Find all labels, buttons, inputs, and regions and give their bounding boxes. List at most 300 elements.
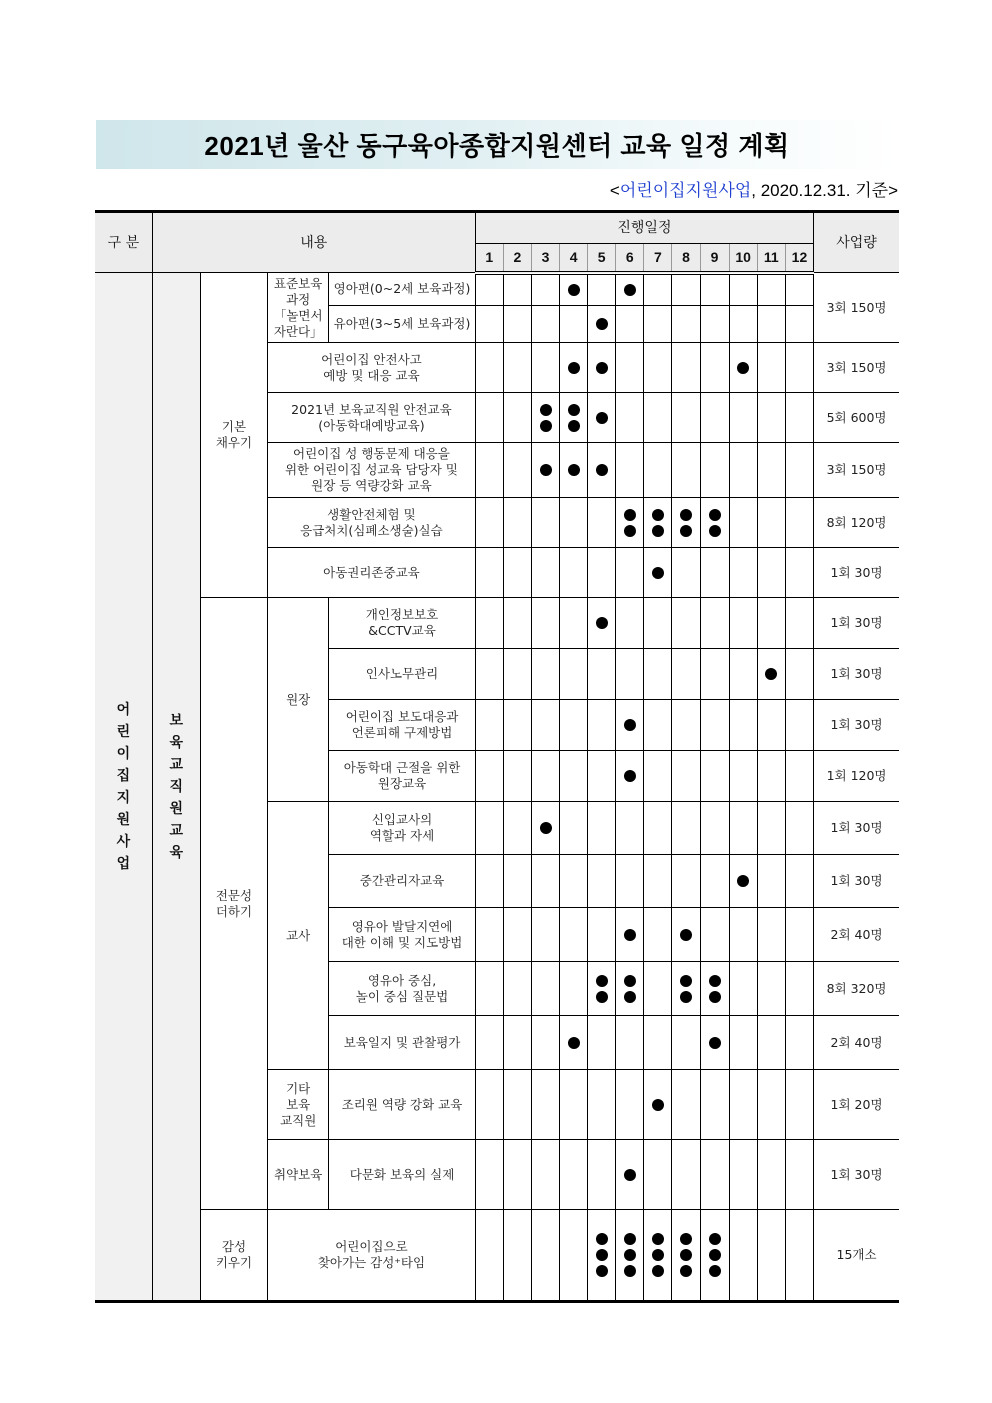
header-month-4: 4 [560, 244, 588, 273]
scheduled-dot-icon [680, 1249, 692, 1261]
month-cell-1 [475, 700, 503, 751]
program-name: 유아편(3~5세 보육과정) [329, 306, 476, 343]
month-cell-7 [644, 443, 672, 498]
month-cell-11 [757, 962, 785, 1016]
month-cell-9 [700, 393, 729, 443]
schedule-marks [701, 1035, 729, 1051]
month-cell-1 [475, 598, 503, 649]
month-cell-1 [475, 393, 503, 443]
header-month-9: 9 [700, 244, 729, 273]
month-cell-12 [785, 498, 813, 548]
month-cell-6 [616, 306, 644, 343]
scheduled-dot-icon [596, 991, 608, 1003]
month-cell-5 [588, 498, 616, 548]
month-cell-3 [531, 393, 559, 443]
program-name: 생활안전체험 및 응급처치(심폐소생술)실습 [268, 498, 476, 548]
month-cell-9 [700, 598, 729, 649]
program-volume: 8회 120명 [814, 498, 899, 548]
month-cell-9 [700, 802, 729, 855]
month-cell-3 [531, 498, 559, 548]
category-emotion: 감성 키우기 [200, 1210, 267, 1302]
header-schedule: 진행일정 [475, 212, 813, 244]
month-cell-5 [588, 649, 616, 700]
month-cell-2 [503, 908, 531, 962]
scheduled-dot-icon [624, 509, 636, 521]
month-cell-8 [672, 306, 700, 343]
header-volume: 사업량 [814, 212, 899, 273]
month-cell-9 [700, 498, 729, 548]
month-cell-4 [560, 306, 588, 343]
month-cell-12 [785, 908, 813, 962]
month-cell-12 [785, 700, 813, 751]
program-name: 조리원 역량 강화 교육 [329, 1070, 476, 1140]
month-cell-5 [588, 548, 616, 598]
program-name: 개인정보보호 &CCTV교육 [329, 598, 476, 649]
subtitle-open: < [609, 181, 620, 200]
month-cell-6 [616, 393, 644, 443]
month-cell-1 [475, 306, 503, 343]
program-volume: 1회 120명 [814, 751, 899, 802]
month-cell-12 [785, 855, 813, 908]
schedule-marks [701, 1231, 729, 1279]
program-volume: 3회 150명 [814, 273, 899, 343]
schedule-marks [588, 615, 615, 631]
month-cell-10 [729, 1210, 757, 1302]
schedule-marks [730, 360, 757, 376]
scheduled-dot-icon [709, 1249, 721, 1261]
title-banner [96, 120, 898, 169]
month-cell-1 [475, 855, 503, 908]
month-cell-8 [672, 855, 700, 908]
month-cell-10 [729, 443, 757, 498]
month-cell-6 [616, 700, 644, 751]
month-cell-6 [616, 855, 644, 908]
program-name: 인사노무관리 [329, 649, 476, 700]
program-volume: 1회 30명 [814, 802, 899, 855]
program-volume: 3회 150명 [814, 343, 899, 393]
month-cell-3 [531, 751, 559, 802]
month-cell-3 [531, 306, 559, 343]
month-cell-2 [503, 855, 531, 908]
schedule-marks [616, 768, 643, 784]
month-cell-10 [729, 1140, 757, 1210]
category-level1: 어 린 이 집 지 원 사 업 [95, 273, 152, 1302]
scheduled-dot-icon [624, 719, 636, 731]
month-cell-11 [757, 700, 785, 751]
program-volume: 8회 320명 [814, 962, 899, 1016]
month-cell-12 [785, 1016, 813, 1070]
month-cell-8 [672, 962, 700, 1016]
scheduled-dot-icon [680, 1233, 692, 1245]
scheduled-dot-icon [568, 420, 580, 432]
month-cell-12 [785, 1070, 813, 1140]
program-volume: 2회 40명 [814, 1016, 899, 1070]
scheduled-dot-icon [624, 975, 636, 987]
scheduled-dot-icon [568, 1037, 580, 1049]
month-cell-3 [531, 855, 559, 908]
month-cell-1 [475, 443, 503, 498]
scheduled-dot-icon [596, 1233, 608, 1245]
program-volume: 1회 30명 [814, 1140, 899, 1210]
month-cell-7 [644, 962, 672, 1016]
schedule-marks [730, 873, 757, 889]
month-cell-3 [531, 443, 559, 498]
month-cell-12 [785, 393, 813, 443]
schedule-marks [532, 402, 559, 434]
month-cell-4 [560, 1210, 588, 1302]
scheduled-dot-icon [709, 509, 721, 521]
scheduled-dot-icon [709, 1037, 721, 1049]
month-cell-4 [560, 273, 588, 306]
month-cell-12 [785, 802, 813, 855]
scheduled-dot-icon [737, 875, 749, 887]
scheduled-dot-icon [624, 1265, 636, 1277]
scheduled-dot-icon [680, 1265, 692, 1277]
schedule-marks [588, 410, 615, 426]
month-cell-11 [757, 1210, 785, 1302]
month-cell-9 [700, 343, 729, 393]
month-cell-1 [475, 751, 503, 802]
category-teacher: 교사 [268, 802, 329, 1070]
scheduled-dot-icon [680, 509, 692, 521]
month-cell-3 [531, 548, 559, 598]
program-volume: 1회 20명 [814, 1070, 899, 1140]
schedule-marks [560, 360, 587, 376]
month-cell-5 [588, 855, 616, 908]
scheduled-dot-icon [624, 1169, 636, 1181]
month-cell-2 [503, 1210, 531, 1302]
month-cell-8 [672, 598, 700, 649]
month-cell-4 [560, 343, 588, 393]
month-cell-6 [616, 649, 644, 700]
month-cell-6 [616, 751, 644, 802]
month-cell-7 [644, 343, 672, 393]
month-cell-12 [785, 962, 813, 1016]
month-cell-11 [757, 343, 785, 393]
scheduled-dot-icon [624, 991, 636, 1003]
scheduled-dot-icon [596, 362, 608, 374]
month-cell-9 [700, 548, 729, 598]
month-cell-1 [475, 908, 503, 962]
month-cell-8 [672, 802, 700, 855]
schedule-marks [758, 666, 785, 682]
subtitle [610, 176, 898, 201]
month-cell-2 [503, 649, 531, 700]
scheduled-dot-icon [540, 464, 552, 476]
month-cell-7 [644, 700, 672, 751]
month-cell-9 [700, 443, 729, 498]
month-cell-2 [503, 751, 531, 802]
month-cell-5 [588, 443, 616, 498]
month-cell-7 [644, 802, 672, 855]
month-cell-8 [672, 343, 700, 393]
scheduled-dot-icon [680, 975, 692, 987]
scheduled-dot-icon [652, 509, 664, 521]
month-cell-6 [616, 962, 644, 1016]
program-volume: 1회 30명 [814, 598, 899, 649]
month-cell-11 [757, 498, 785, 548]
schedule-marks [616, 927, 643, 943]
month-cell-6 [616, 548, 644, 598]
month-cell-11 [757, 443, 785, 498]
month-cell-4 [560, 598, 588, 649]
month-cell-4 [560, 751, 588, 802]
month-cell-3 [531, 598, 559, 649]
month-cell-8 [672, 649, 700, 700]
month-cell-10 [729, 802, 757, 855]
header-category: 구 분 [95, 212, 152, 273]
month-cell-3 [531, 649, 559, 700]
month-cell-5 [588, 598, 616, 649]
scheduled-dot-icon [680, 929, 692, 941]
month-cell-12 [785, 751, 813, 802]
schedule-marks [560, 282, 587, 298]
month-cell-12 [785, 343, 813, 393]
subtitle-program: 어린이집지원사업 [619, 181, 752, 200]
month-cell-1 [475, 802, 503, 855]
month-cell-2 [503, 443, 531, 498]
scheduled-dot-icon [568, 362, 580, 374]
scheduled-dot-icon [596, 1249, 608, 1261]
month-cell-9 [700, 1070, 729, 1140]
header-month-10: 10 [729, 244, 757, 273]
scheduled-dot-icon [624, 1233, 636, 1245]
month-cell-3 [531, 802, 559, 855]
month-cell-7 [644, 598, 672, 649]
month-cell-12 [785, 548, 813, 598]
month-cell-2 [503, 1070, 531, 1140]
month-cell-7 [644, 855, 672, 908]
month-cell-1 [475, 548, 503, 598]
schedule-marks [560, 462, 587, 478]
scheduled-dot-icon [652, 1249, 664, 1261]
month-cell-11 [757, 306, 785, 343]
schedule-marks [672, 927, 699, 943]
scheduled-dot-icon [540, 404, 552, 416]
month-cell-3 [531, 700, 559, 751]
header-month-2: 2 [503, 244, 531, 273]
scheduled-dot-icon [680, 991, 692, 1003]
month-cell-12 [785, 306, 813, 343]
month-cell-11 [757, 751, 785, 802]
month-cell-4 [560, 855, 588, 908]
schedule-marks [532, 820, 559, 836]
month-cell-5 [588, 273, 616, 306]
month-cell-9 [700, 855, 729, 908]
scheduled-dot-icon [709, 525, 721, 537]
month-cell-6 [616, 1140, 644, 1210]
header-month-7: 7 [644, 244, 672, 273]
month-cell-11 [757, 1070, 785, 1140]
month-cell-7 [644, 548, 672, 598]
schedule-marks [588, 462, 615, 478]
schedule-marks [560, 402, 587, 434]
program-name: 다문화 보육의 실제 [329, 1140, 476, 1210]
schedule-marks [616, 1167, 643, 1183]
month-cell-10 [729, 306, 757, 343]
month-cell-5 [588, 343, 616, 393]
month-cell-5 [588, 1140, 616, 1210]
program-volume: 1회 30명 [814, 548, 899, 598]
month-cell-11 [757, 908, 785, 962]
scheduled-dot-icon [652, 1099, 664, 1111]
month-cell-5 [588, 908, 616, 962]
month-cell-10 [729, 855, 757, 908]
month-cell-7 [644, 1070, 672, 1140]
month-cell-7 [644, 649, 672, 700]
month-cell-6 [616, 802, 644, 855]
month-cell-12 [785, 443, 813, 498]
month-cell-4 [560, 498, 588, 548]
month-cell-10 [729, 700, 757, 751]
schedule-marks [616, 282, 643, 298]
schedule-marks [644, 1231, 671, 1279]
month-cell-1 [475, 1210, 503, 1302]
month-cell-6 [616, 273, 644, 306]
month-cell-1 [475, 1140, 503, 1210]
month-cell-10 [729, 273, 757, 306]
month-cell-8 [672, 1140, 700, 1210]
schedule-marks [588, 316, 615, 332]
month-cell-3 [531, 1016, 559, 1070]
month-cell-9 [700, 962, 729, 1016]
month-cell-7 [644, 1210, 672, 1302]
month-cell-9 [700, 649, 729, 700]
month-cell-6 [616, 343, 644, 393]
month-cell-10 [729, 1016, 757, 1070]
header-month-8: 8 [672, 244, 700, 273]
program-volume: 5회 600명 [814, 393, 899, 443]
month-cell-2 [503, 393, 531, 443]
program-volume: 15개소 [814, 1210, 899, 1302]
month-cell-4 [560, 962, 588, 1016]
month-cell-6 [616, 598, 644, 649]
scheduled-dot-icon [652, 525, 664, 537]
table-row [95, 273, 899, 306]
program-volume: 2회 40명 [814, 908, 899, 962]
month-cell-10 [729, 393, 757, 443]
program-name: 어린이집 보도대응과 언론피해 구제방법 [329, 700, 476, 751]
month-cell-2 [503, 962, 531, 1016]
month-cell-8 [672, 908, 700, 962]
scheduled-dot-icon [540, 822, 552, 834]
month-cell-1 [475, 1016, 503, 1070]
scheduled-dot-icon [709, 975, 721, 987]
header-month-3: 3 [531, 244, 559, 273]
category-basic: 기본 채우기 [200, 273, 267, 598]
month-cell-4 [560, 1070, 588, 1140]
category-other-staff: 기타 보육 교직원 [268, 1070, 329, 1140]
category-vulnerable: 취약보육 [268, 1140, 329, 1210]
month-cell-6 [616, 908, 644, 962]
category-standard-curriculum: 표준보육 과정 「놀면서 자란다」 [268, 273, 329, 343]
program-name: 영유아 발달지연에 대한 이해 및 지도방법 [329, 908, 476, 962]
scheduled-dot-icon [624, 1249, 636, 1261]
month-cell-12 [785, 598, 813, 649]
month-cell-8 [672, 393, 700, 443]
month-cell-1 [475, 962, 503, 1016]
month-cell-3 [531, 1070, 559, 1140]
program-name: 어린이집 안전사고 예방 및 대응 교육 [268, 343, 476, 393]
scheduled-dot-icon [596, 318, 608, 330]
month-cell-11 [757, 548, 785, 598]
month-cell-1 [475, 1070, 503, 1140]
month-cell-5 [588, 1016, 616, 1070]
program-volume: 3회 150명 [814, 443, 899, 498]
program-name: 아동권리존중교육 [268, 548, 476, 598]
month-cell-7 [644, 1140, 672, 1210]
month-cell-6 [616, 443, 644, 498]
month-cell-1 [475, 273, 503, 306]
schedule-marks [588, 973, 615, 1005]
month-cell-8 [672, 751, 700, 802]
month-cell-3 [531, 343, 559, 393]
scheduled-dot-icon [652, 567, 664, 579]
schedule-marks [616, 507, 643, 539]
program-name: 아동학대 근절을 위한 원장교육 [329, 751, 476, 802]
month-cell-8 [672, 443, 700, 498]
month-cell-4 [560, 649, 588, 700]
scheduled-dot-icon [568, 464, 580, 476]
month-cell-6 [616, 1070, 644, 1140]
scheduled-dot-icon [596, 1265, 608, 1277]
program-name: 중간관리자교육 [329, 855, 476, 908]
header-month-6: 6 [616, 244, 644, 273]
month-cell-2 [503, 498, 531, 548]
scheduled-dot-icon [568, 404, 580, 416]
header-month-5: 5 [588, 244, 616, 273]
month-cell-2 [503, 700, 531, 751]
month-cell-12 [785, 1140, 813, 1210]
scheduled-dot-icon [596, 412, 608, 424]
month-cell-8 [672, 1210, 700, 1302]
month-cell-9 [700, 1016, 729, 1070]
month-cell-1 [475, 649, 503, 700]
month-cell-8 [672, 498, 700, 548]
scheduled-dot-icon [540, 420, 552, 432]
schedule-marks [616, 973, 643, 1005]
table-row [95, 598, 899, 649]
month-cell-4 [560, 802, 588, 855]
month-cell-10 [729, 598, 757, 649]
month-cell-10 [729, 649, 757, 700]
header-content: 내용 [152, 212, 475, 273]
month-cell-3 [531, 908, 559, 962]
scheduled-dot-icon [709, 1233, 721, 1245]
month-cell-6 [616, 1016, 644, 1070]
month-cell-9 [700, 1210, 729, 1302]
month-cell-9 [700, 908, 729, 962]
month-cell-6 [616, 498, 644, 548]
month-cell-9 [700, 1140, 729, 1210]
month-cell-3 [531, 273, 559, 306]
month-cell-11 [757, 393, 785, 443]
scheduled-dot-icon [765, 668, 777, 680]
scheduled-dot-icon [596, 464, 608, 476]
program-name: 어린이집으로 찾아가는 감성⁺타임 [268, 1210, 476, 1302]
schedule-marks [560, 1035, 587, 1051]
schedule-marks [588, 1231, 615, 1279]
month-cell-2 [503, 1140, 531, 1210]
month-cell-8 [672, 700, 700, 751]
schedule-marks [644, 565, 671, 581]
scheduled-dot-icon [624, 284, 636, 296]
program-volume: 1회 30명 [814, 855, 899, 908]
month-cell-8 [672, 1070, 700, 1140]
scheduled-dot-icon [737, 362, 749, 374]
month-cell-5 [588, 962, 616, 1016]
month-cell-10 [729, 751, 757, 802]
